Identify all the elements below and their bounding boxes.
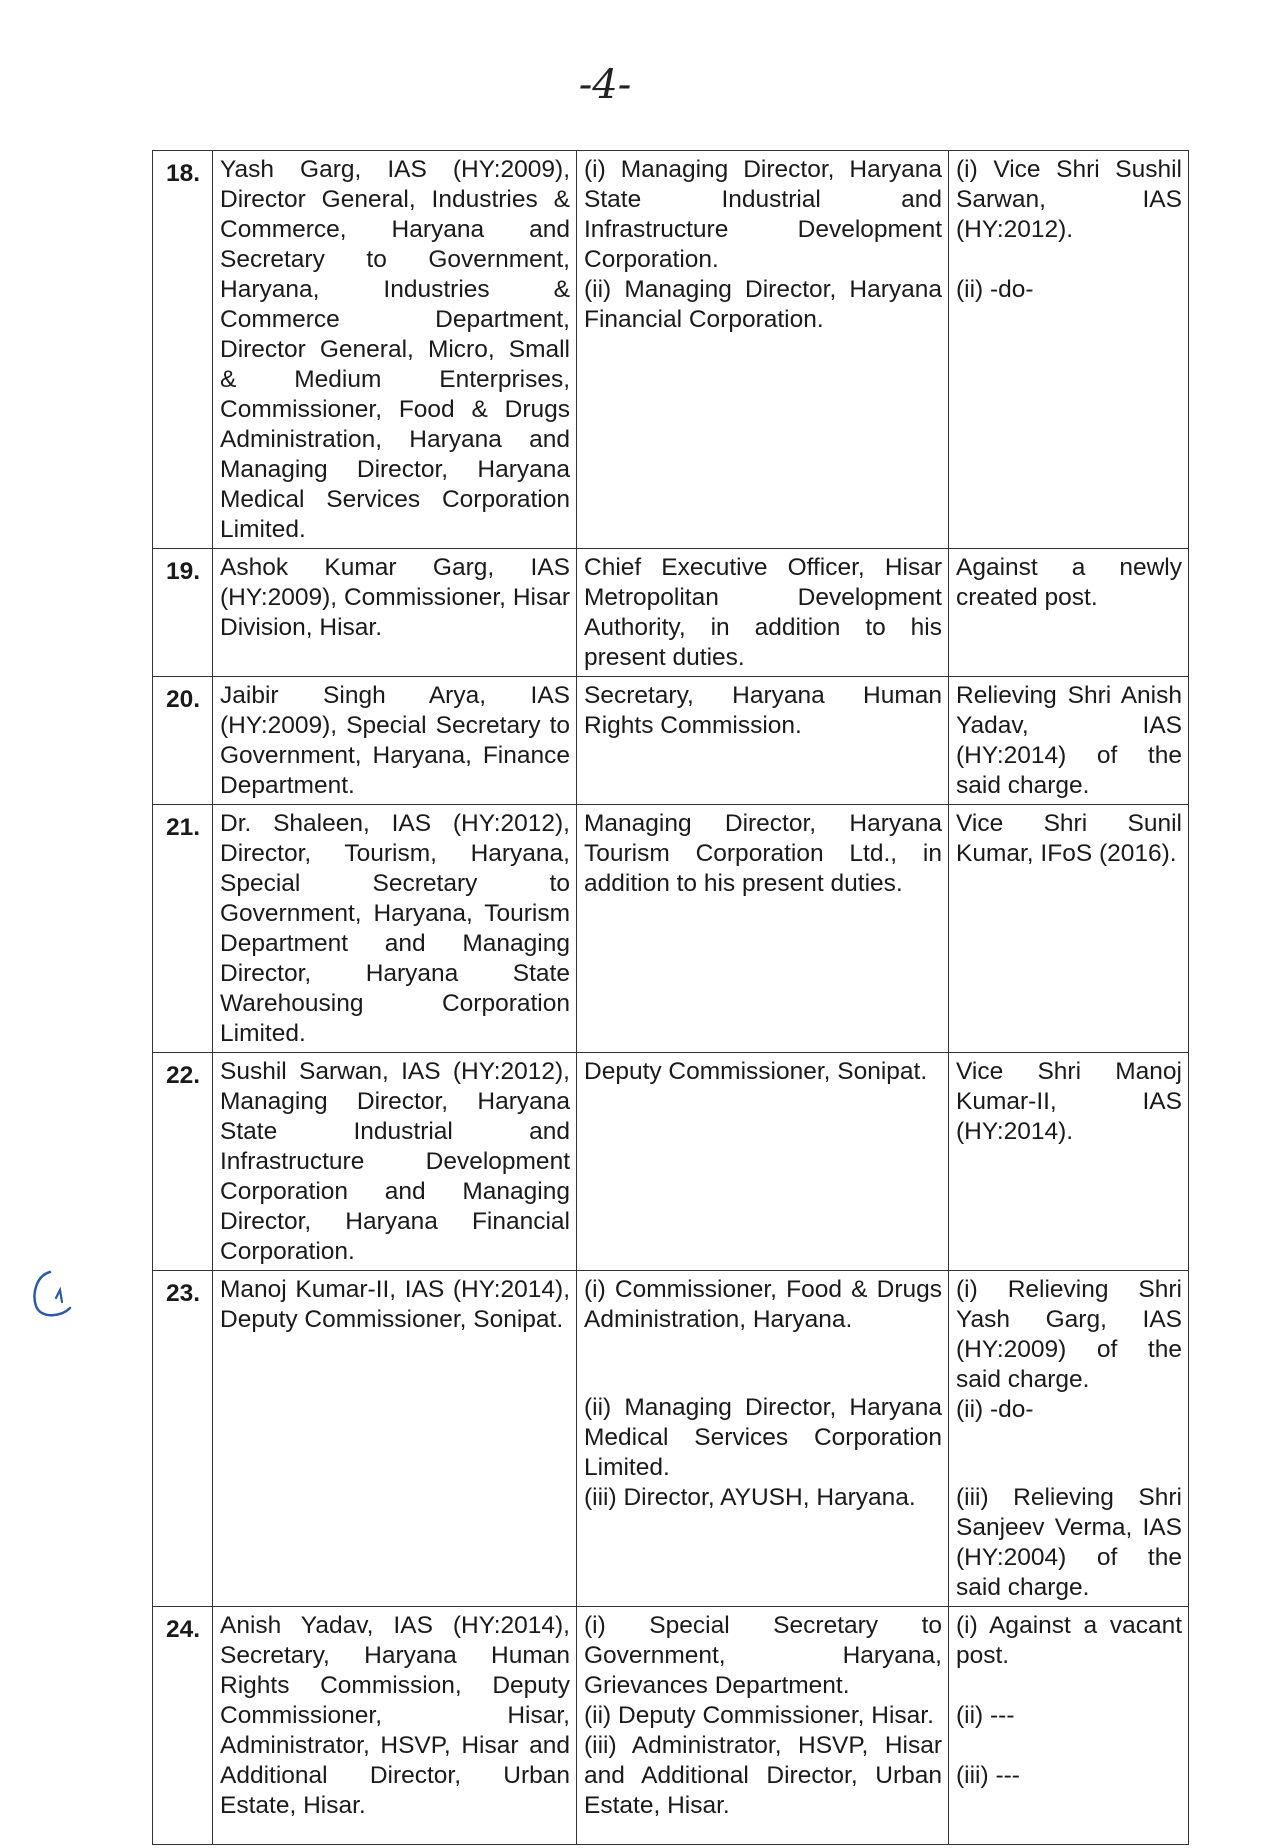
remarks-entry: Vice Shri Manoj Kumar-II, IAS (HY:2014). xyxy=(956,1058,1182,1145)
remarks-entry: Relieving Shri Anish Yadav, IAS (HY:2014) of the said charge. xyxy=(956,682,1182,799)
posting-entry: (i) Managing Director, Haryana State Industrial and Infrastructure Development Corporation. xyxy=(584,156,942,273)
posting-cell xyxy=(577,677,949,805)
remarks-entry: Vice Shri Sunil Kumar, IFoS (2016). xyxy=(956,810,1182,867)
remarks-cell xyxy=(949,1053,1189,1271)
posting-cell xyxy=(577,1271,949,1607)
posting-entry: Managing Director, Haryana Tourism Corporation Ltd., in addition to his present duties. xyxy=(584,810,942,897)
posting-entry: Secretary, Haryana Human Rights Commission. xyxy=(584,682,942,739)
table-row xyxy=(153,1053,1189,1271)
posting-cell xyxy=(577,1053,949,1271)
remarks-entry: (iii) --- xyxy=(956,1762,1020,1789)
page-number: -4- xyxy=(578,62,632,108)
posting-entry: Deputy Commissioner, Sonipat. xyxy=(584,1058,928,1085)
remarks-entry: (iii) Relieving Shri Sanjeev Verma, IAS (HY:2004) of the said charge. xyxy=(956,1484,1182,1601)
posting-entry: (ii) Managing Director, Haryana Financial Corporation. xyxy=(584,276,942,333)
posting-entry: Chief Executive Officer, Hisar Metropolitan Development Authority, in addition to his present duties. xyxy=(584,554,942,671)
remarks-entry: (i) Vice Shri Sushil Sarwan, IAS (HY:2012). xyxy=(956,156,1182,243)
posting-cell xyxy=(577,805,949,1053)
officer-details: Dr. Shaleen, IAS (HY:2012), Director, Tourism, Haryana, Special Secretary to Government, Haryana, Tourism Department and Managing Director, Haryana State Warehousing Corporation Limited. xyxy=(213,805,577,1053)
remarks-cell xyxy=(949,677,1189,805)
remarks-cell xyxy=(949,151,1189,549)
posting-entry: (i) Commissioner, Food & Drugs Administration, Haryana. xyxy=(584,1276,942,1333)
officer-details: Jaibir Singh Arya, IAS (HY:2009), Special Secretary to Government, Haryana, Finance Department. xyxy=(213,677,577,805)
posting-entry: (iii) Administrator, HSVP, Hisar and Additional Director, Urban Estate, Hisar. xyxy=(584,1732,942,1819)
officer-details: Manoj Kumar-II, IAS (HY:2014), Deputy Commissioner, Sonipat. xyxy=(213,1271,577,1607)
posting-entry: (ii) Managing Director, Haryana Medical Services Corporation Limited. xyxy=(584,1394,942,1481)
handwritten-margin-mark xyxy=(30,1268,76,1320)
table-row xyxy=(153,677,1189,805)
posting-cell xyxy=(577,549,949,677)
remarks-entry: (ii) --- xyxy=(956,1702,1015,1729)
transfer-orders-table xyxy=(152,150,1189,1845)
serial-number: 24. xyxy=(153,1607,213,1845)
posting-cell xyxy=(577,151,949,549)
table-row xyxy=(153,151,1189,549)
serial-number: 22. xyxy=(153,1053,213,1271)
posting-entry: (ii) Deputy Commissioner, Hisar. xyxy=(584,1702,934,1729)
remarks-entry: (ii) -do- xyxy=(956,1396,1034,1423)
officer-details: Sushil Sarwan, IAS (HY:2012), Managing Director, Haryana State Industrial and Infrastructure Development Corporation and Managing Director, Haryana Financial Corporation. xyxy=(213,1053,577,1271)
remarks-entry: (i) Relieving Shri Yash Garg, IAS (HY:2009) of the said charge. xyxy=(956,1276,1182,1393)
remarks-cell xyxy=(949,549,1189,677)
serial-number: 23. xyxy=(153,1271,213,1607)
remarks-entry: Against a newly created post. xyxy=(956,554,1182,611)
remarks-entry: (ii) -do- xyxy=(956,276,1034,303)
remarks-cell xyxy=(949,1271,1189,1607)
table-row xyxy=(153,549,1189,677)
table-row xyxy=(153,1271,1189,1607)
officer-details: Yash Garg, IAS (HY:2009), Director General, Industries & Commerce, Haryana and Secretary to Government, Haryana, Industries & Commerce Department, Director General, Micro, Small & Medium Enterprises, Commissioner, Food & Drugs Administration, Haryana and Managing Director, Haryana Medical Services Corporation Limited. xyxy=(213,151,577,549)
serial-number: 21. xyxy=(153,805,213,1053)
table-row xyxy=(153,805,1189,1053)
serial-number: 20. xyxy=(153,677,213,805)
table-row xyxy=(153,1607,1189,1845)
posting-entry: (i) Special Secretary to Government, Haryana, Grievances Department. xyxy=(584,1612,942,1699)
officer-details: Anish Yadav, IAS (HY:2014), Secretary, Haryana Human Rights Commission, Deputy Commissioner, Hisar, Administrator, HSVP, Hisar and Additional Director, Urban Estate, Hisar. xyxy=(213,1607,577,1845)
posting-cell xyxy=(577,1607,949,1845)
remarks-entry: (i) Against a vacant post. xyxy=(956,1612,1182,1669)
posting-entry: (iii) Director, AYUSH, Haryana. xyxy=(584,1484,916,1511)
serial-number: 19. xyxy=(153,549,213,677)
serial-number: 18. xyxy=(153,151,213,549)
officer-details: Ashok Kumar Garg, IAS (HY:2009), Commissioner, Hisar Division, Hisar. xyxy=(213,549,577,677)
remarks-cell xyxy=(949,805,1189,1053)
remarks-cell xyxy=(949,1607,1189,1845)
